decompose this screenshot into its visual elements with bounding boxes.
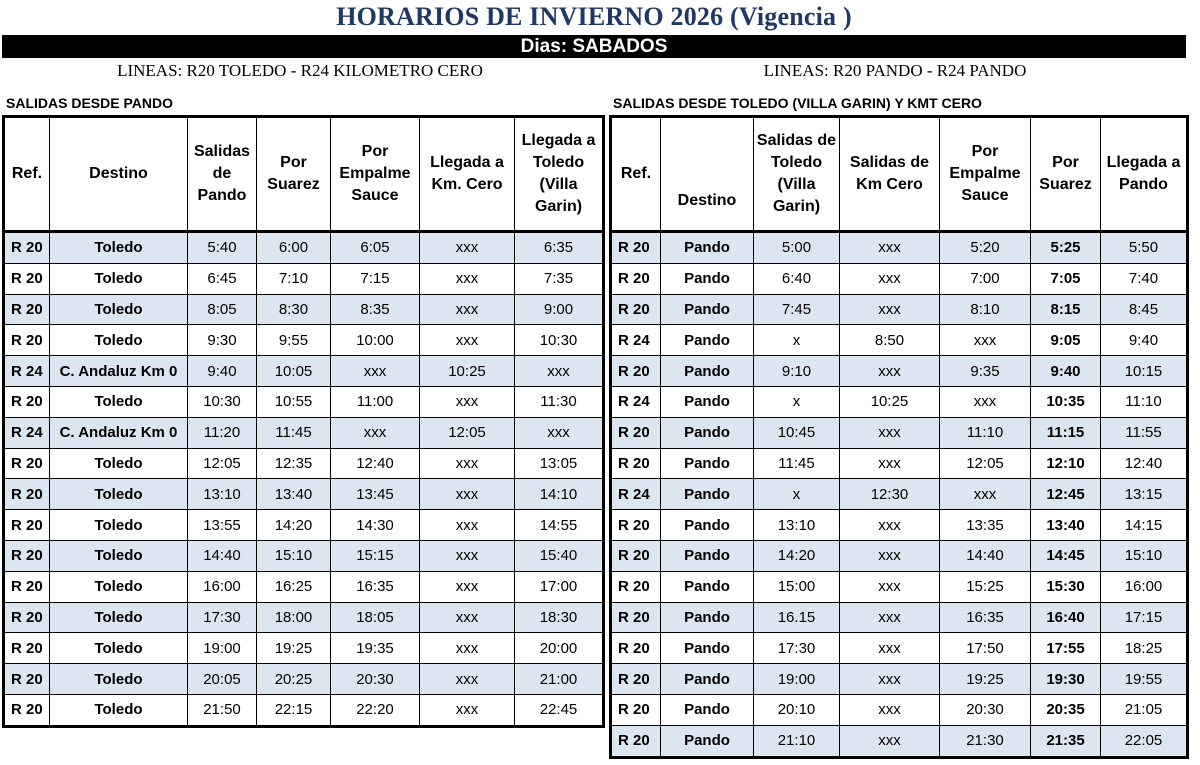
- time-cell: 10:15: [1101, 356, 1188, 387]
- destination-cell: Pando: [661, 694, 754, 725]
- table-row: [611, 386, 1188, 417]
- column-header: Salidas de Km Cero: [840, 117, 940, 232]
- route-ref-cell: R 20: [4, 664, 50, 695]
- time-cell: 14:40: [940, 540, 1031, 571]
- time-cell: xxx: [515, 417, 604, 448]
- time-cell: xxx: [840, 448, 940, 479]
- time-cell: 19:00: [188, 633, 257, 664]
- time-cell: xxx: [840, 633, 940, 664]
- destination-cell: Toledo: [50, 325, 188, 356]
- destination-cell: C. Andaluz Km 0: [50, 356, 188, 387]
- destination-cell: Toledo: [50, 479, 188, 510]
- time-cell: 17:30: [754, 633, 840, 664]
- time-cell: xxx: [420, 325, 515, 356]
- time-cell: 13:40: [257, 479, 331, 510]
- time-cell: 6:45: [188, 263, 257, 294]
- time-cell: xxx: [331, 356, 420, 387]
- time-cell: 12:05: [188, 448, 257, 479]
- time-cell: 20:00: [515, 633, 604, 664]
- time-cell: x: [754, 479, 840, 510]
- day-banner: Dias: SABADOS: [2, 35, 1186, 58]
- time-cell: 16.15: [754, 602, 840, 633]
- time-cell: 14:30: [331, 510, 420, 541]
- destination-cell: Toledo: [50, 294, 188, 325]
- time-cell: xxx: [515, 356, 604, 387]
- time-cell: 9:40: [1101, 325, 1188, 356]
- route-ref-cell: R 24: [611, 386, 661, 417]
- time-cell: 9:35: [940, 356, 1031, 387]
- time-cell: 11:10: [940, 417, 1031, 448]
- destination-cell: Toledo: [50, 602, 188, 633]
- time-cell: xxx: [840, 510, 940, 541]
- route-ref-cell: R 20: [4, 510, 50, 541]
- time-cell: 7:10: [257, 263, 331, 294]
- time-cell: 21:05: [1101, 694, 1188, 725]
- destination-cell: Toledo: [50, 232, 188, 264]
- time-cell: 20:35: [1031, 694, 1101, 725]
- time-cell: 12:10: [1031, 448, 1101, 479]
- column-header: Llegada a Toledo (Villa Garin): [515, 117, 604, 232]
- time-cell: xxx: [840, 664, 940, 695]
- route-ref-cell: R 20: [611, 356, 661, 387]
- time-cell: 6:05: [331, 232, 420, 264]
- table-row: [611, 725, 1188, 757]
- table-body: [4, 232, 604, 727]
- time-cell: 13:10: [754, 510, 840, 541]
- time-cell: 8:35: [331, 294, 420, 325]
- table-row: [611, 602, 1188, 633]
- time-cell: x: [754, 325, 840, 356]
- route-ref-cell: R 20: [611, 633, 661, 664]
- column-header: Salidas de Pando: [188, 117, 257, 232]
- time-cell: xxx: [420, 263, 515, 294]
- time-cell: 11:30: [515, 386, 604, 417]
- route-ref-cell: R 20: [4, 263, 50, 294]
- time-cell: 11:10: [1101, 386, 1188, 417]
- time-cell: 7:45: [754, 294, 840, 325]
- time-cell: 9:30: [188, 325, 257, 356]
- route-ref-cell: R 20: [4, 386, 50, 417]
- time-cell: xxx: [840, 602, 940, 633]
- time-cell: 14:20: [257, 510, 331, 541]
- route-ref-cell: R 20: [4, 479, 50, 510]
- time-cell: 22:15: [257, 694, 331, 726]
- time-cell: 20:25: [257, 664, 331, 695]
- time-cell: 5:20: [940, 232, 1031, 264]
- time-cell: 9:40: [188, 356, 257, 387]
- time-cell: 21:30: [940, 725, 1031, 757]
- time-cell: 21:50: [188, 694, 257, 726]
- table-body: [611, 232, 1188, 758]
- time-cell: 10:30: [188, 386, 257, 417]
- time-cell: 14:45: [1031, 540, 1101, 571]
- time-cell: 16:35: [331, 571, 420, 602]
- route-ref-cell: R 20: [4, 571, 50, 602]
- time-cell: 9:40: [1031, 356, 1101, 387]
- column-header: Ref.: [4, 117, 50, 232]
- time-cell: 16:00: [188, 571, 257, 602]
- time-cell: 6:35: [515, 232, 604, 264]
- time-cell: 10:30: [515, 325, 604, 356]
- time-cell: 7:40: [1101, 263, 1188, 294]
- time-cell: 13:35: [940, 510, 1031, 541]
- table-row: [4, 602, 604, 633]
- destination-cell: Toledo: [50, 263, 188, 294]
- time-cell: 6:00: [257, 232, 331, 264]
- time-cell: xxx: [420, 510, 515, 541]
- destination-cell: Pando: [661, 263, 754, 294]
- time-cell: xxx: [420, 386, 515, 417]
- time-cell: 14:40: [188, 540, 257, 571]
- column-header: Llegada a Km. Cero: [420, 117, 515, 232]
- route-ref-cell: R 20: [4, 633, 50, 664]
- time-cell: xxx: [420, 694, 515, 726]
- table-row: [611, 356, 1188, 387]
- time-cell: 9:00: [515, 294, 604, 325]
- time-cell: 13:55: [188, 510, 257, 541]
- time-cell: 19:30: [1031, 664, 1101, 695]
- time-cell: 12:05: [940, 448, 1031, 479]
- time-cell: 8:50: [840, 325, 940, 356]
- time-cell: xxx: [840, 294, 940, 325]
- column-header: Salidas de Toledo (Villa Garin): [754, 117, 840, 232]
- table-row: [611, 571, 1188, 602]
- time-cell: 10:35: [1031, 386, 1101, 417]
- time-cell: 10:55: [257, 386, 331, 417]
- time-cell: 14:10: [515, 479, 604, 510]
- time-cell: 9:05: [1031, 325, 1101, 356]
- column-header: Por Empalme Sauce: [940, 117, 1031, 232]
- table-row: [4, 294, 604, 325]
- destination-cell: Pando: [661, 294, 754, 325]
- destination-cell: Pando: [661, 602, 754, 633]
- table-row: [4, 356, 604, 387]
- table-row: [4, 571, 604, 602]
- time-cell: 14:20: [754, 540, 840, 571]
- time-cell: 19:00: [754, 664, 840, 695]
- time-cell: 16:35: [940, 602, 1031, 633]
- table-row: [611, 633, 1188, 664]
- table-row: [611, 294, 1188, 325]
- time-cell: 6:40: [754, 263, 840, 294]
- time-cell: 12:40: [1101, 448, 1188, 479]
- time-cell: 19:25: [257, 633, 331, 664]
- table-row: [4, 325, 604, 356]
- time-cell: xxx: [420, 540, 515, 571]
- time-cell: 10:05: [257, 356, 331, 387]
- destination-cell: Toledo: [50, 510, 188, 541]
- time-cell: 17:55: [1031, 633, 1101, 664]
- column-header: Ref.: [611, 117, 661, 232]
- time-cell: 15:25: [940, 571, 1031, 602]
- table-row: [611, 448, 1188, 479]
- route-ref-cell: R 20: [4, 232, 50, 264]
- time-cell: 21:35: [1031, 725, 1101, 757]
- time-cell: 5:25: [1031, 232, 1101, 264]
- schedule-table-from-toledo: [609, 115, 1189, 759]
- destination-cell: Pando: [661, 571, 754, 602]
- table-row: [4, 540, 604, 571]
- route-ref-cell: R 20: [611, 602, 661, 633]
- time-cell: 8:10: [940, 294, 1031, 325]
- time-cell: 8:45: [1101, 294, 1188, 325]
- time-cell: xxx: [420, 571, 515, 602]
- table-header-row: [4, 117, 604, 232]
- time-cell: 10:25: [840, 386, 940, 417]
- time-cell: 12:30: [840, 479, 940, 510]
- time-cell: 16:25: [257, 571, 331, 602]
- destination-cell: Pando: [661, 386, 754, 417]
- time-cell: 10:00: [331, 325, 420, 356]
- time-cell: 7:35: [515, 263, 604, 294]
- time-cell: 8:30: [257, 294, 331, 325]
- time-cell: 15:15: [331, 540, 420, 571]
- table-row: [611, 479, 1188, 510]
- time-cell: 13:15: [1101, 479, 1188, 510]
- route-ref-cell: R 20: [611, 571, 661, 602]
- column-header: Destino: [50, 117, 188, 232]
- destination-cell: Toledo: [50, 571, 188, 602]
- route-ref-cell: R 20: [611, 232, 661, 264]
- time-cell: 12:45: [1031, 479, 1101, 510]
- table-row: [4, 664, 604, 695]
- destination-cell: Toledo: [50, 540, 188, 571]
- time-cell: 12:40: [331, 448, 420, 479]
- time-cell: 19:25: [940, 664, 1031, 695]
- route-ref-cell: R 20: [4, 694, 50, 726]
- route-ref-cell: R 20: [611, 263, 661, 294]
- destination-cell: Pando: [661, 510, 754, 541]
- time-cell: 15:10: [257, 540, 331, 571]
- table-header-row: [611, 117, 1188, 232]
- time-cell: 5:50: [1101, 232, 1188, 264]
- table-row: [4, 448, 604, 479]
- route-ref-cell: R 20: [611, 725, 661, 757]
- time-cell: xxx: [840, 356, 940, 387]
- time-cell: 20:30: [940, 694, 1031, 725]
- destination-cell: Toledo: [50, 448, 188, 479]
- page-title: HORARIOS DE INVIERNO 2026 (Vigencia ): [336, 2, 852, 31]
- table-row: [611, 232, 1188, 264]
- table-row: [4, 417, 604, 448]
- time-cell: 15:30: [1031, 571, 1101, 602]
- route-ref-cell: R 20: [611, 417, 661, 448]
- table-row: [611, 263, 1188, 294]
- time-cell: xxx: [940, 386, 1031, 417]
- time-cell: 9:10: [754, 356, 840, 387]
- table-row: [4, 633, 604, 664]
- route-ref-cell: R 20: [4, 448, 50, 479]
- time-cell: 9:55: [257, 325, 331, 356]
- time-cell: xxx: [420, 479, 515, 510]
- time-cell: xxx: [420, 294, 515, 325]
- time-cell: 11:15: [1031, 417, 1101, 448]
- time-cell: 11:55: [1101, 417, 1188, 448]
- time-cell: xxx: [840, 263, 940, 294]
- route-ref-cell: R 24: [4, 417, 50, 448]
- route-ref-cell: R 20: [611, 694, 661, 725]
- time-cell: 18:25: [1101, 633, 1188, 664]
- route-ref-cell: R 20: [611, 540, 661, 571]
- route-ref-cell: R 24: [611, 325, 661, 356]
- time-cell: 13:10: [188, 479, 257, 510]
- time-cell: xxx: [840, 694, 940, 725]
- time-cell: x: [754, 386, 840, 417]
- time-cell: 20:30: [331, 664, 420, 695]
- time-cell: xxx: [840, 232, 940, 264]
- time-cell: 7:15: [331, 263, 420, 294]
- time-cell: 11:45: [754, 448, 840, 479]
- time-cell: 21:10: [754, 725, 840, 757]
- time-cell: 8:05: [188, 294, 257, 325]
- time-cell: 5:40: [188, 232, 257, 264]
- time-cell: 5:00: [754, 232, 840, 264]
- time-cell: 16:40: [1031, 602, 1101, 633]
- lines-left-label: LINEAS: R20 TOLEDO - R24 KILOMETRO CERO: [117, 61, 483, 80]
- table-row: [611, 540, 1188, 571]
- route-ref-cell: R 20: [611, 448, 661, 479]
- time-cell: 13:05: [515, 448, 604, 479]
- time-cell: xxx: [840, 725, 940, 757]
- route-ref-cell: R 20: [4, 602, 50, 633]
- time-cell: 13:45: [331, 479, 420, 510]
- destination-cell: Pando: [661, 232, 754, 264]
- section-title-from-toledo: SALIDAS DESDE TOLEDO (VILLA GARIN) Y KMT CERO: [613, 95, 982, 111]
- table-row: [611, 664, 1188, 695]
- route-ref-cell: R 20: [611, 294, 661, 325]
- time-cell: 15:40: [515, 540, 604, 571]
- time-cell: xxx: [940, 325, 1031, 356]
- column-header: Por Suarez: [257, 117, 331, 232]
- table-row: [611, 510, 1188, 541]
- time-cell: 20:05: [188, 664, 257, 695]
- route-ref-cell: R 24: [611, 479, 661, 510]
- table-row: [611, 417, 1188, 448]
- destination-cell: Pando: [661, 417, 754, 448]
- time-cell: 21:00: [515, 664, 604, 695]
- destination-cell: Pando: [661, 725, 754, 757]
- time-cell: 8:15: [1031, 294, 1101, 325]
- table-row: [4, 694, 604, 726]
- time-cell: xxx: [840, 571, 940, 602]
- time-cell: 22:45: [515, 694, 604, 726]
- time-cell: 13:40: [1031, 510, 1101, 541]
- time-cell: 11:20: [188, 417, 257, 448]
- time-cell: 22:05: [1101, 725, 1188, 757]
- time-cell: 7:00: [940, 263, 1031, 294]
- time-cell: 20:10: [754, 694, 840, 725]
- destination-cell: Pando: [661, 479, 754, 510]
- time-cell: xxx: [420, 633, 515, 664]
- column-header: Llegada a Pando: [1101, 117, 1188, 232]
- table-row: [611, 325, 1188, 356]
- time-cell: 18:05: [331, 602, 420, 633]
- route-ref-cell: R 20: [4, 325, 50, 356]
- table-row: [4, 263, 604, 294]
- time-cell: 19:35: [331, 633, 420, 664]
- destination-cell: Pando: [661, 448, 754, 479]
- route-ref-cell: R 24: [4, 356, 50, 387]
- time-cell: 18:30: [515, 602, 604, 633]
- column-header: Por Empalme Sauce: [331, 117, 420, 232]
- table-row: [4, 510, 604, 541]
- time-cell: 10:45: [754, 417, 840, 448]
- table-row: [4, 386, 604, 417]
- destination-cell: C. Andaluz Km 0: [50, 417, 188, 448]
- route-ref-cell: R 20: [611, 664, 661, 695]
- time-cell: 19:55: [1101, 664, 1188, 695]
- time-cell: 14:55: [515, 510, 604, 541]
- destination-cell: Toledo: [50, 694, 188, 726]
- time-cell: xxx: [420, 664, 515, 695]
- time-cell: 11:45: [257, 417, 331, 448]
- time-cell: 18:00: [257, 602, 331, 633]
- schedule-table-from-pando: [2, 115, 605, 728]
- destination-cell: Toledo: [50, 633, 188, 664]
- time-cell: xxx: [420, 602, 515, 633]
- time-cell: 7:05: [1031, 263, 1101, 294]
- time-cell: 17:15: [1101, 602, 1188, 633]
- lines-right-label: LINEAS: R20 PANDO - R24 PANDO: [763, 61, 1027, 80]
- destination-cell: Pando: [661, 633, 754, 664]
- table-row: [4, 479, 604, 510]
- time-cell: 22:20: [331, 694, 420, 726]
- column-header: Destino: [661, 117, 754, 232]
- time-cell: xxx: [840, 540, 940, 571]
- time-cell: 14:15: [1101, 510, 1188, 541]
- time-cell: xxx: [331, 417, 420, 448]
- destination-cell: Pando: [661, 664, 754, 695]
- table-row: [611, 694, 1188, 725]
- time-cell: 17:00: [515, 571, 604, 602]
- route-ref-cell: R 20: [4, 294, 50, 325]
- time-cell: 12:35: [257, 448, 331, 479]
- destination-cell: Toledo: [50, 386, 188, 417]
- time-cell: 12:05: [420, 417, 515, 448]
- time-cell: 17:30: [188, 602, 257, 633]
- time-cell: 17:50: [940, 633, 1031, 664]
- table-row: [4, 232, 604, 264]
- time-cell: xxx: [420, 232, 515, 264]
- section-title-from-pando: SALIDAS DESDE PANDO: [6, 95, 173, 111]
- route-ref-cell: R 20: [4, 540, 50, 571]
- column-header: Por Suarez: [1031, 117, 1101, 232]
- time-cell: 10:25: [420, 356, 515, 387]
- destination-cell: Pando: [661, 325, 754, 356]
- time-cell: 11:00: [331, 386, 420, 417]
- time-cell: xxx: [420, 448, 515, 479]
- time-cell: xxx: [840, 417, 940, 448]
- route-ref-cell: R 20: [611, 510, 661, 541]
- time-cell: 15:00: [754, 571, 840, 602]
- time-cell: xxx: [940, 479, 1031, 510]
- destination-cell: Toledo: [50, 664, 188, 695]
- time-cell: 16:00: [1101, 571, 1188, 602]
- destination-cell: Pando: [661, 356, 754, 387]
- time-cell: 15:10: [1101, 540, 1188, 571]
- destination-cell: Pando: [661, 540, 754, 571]
